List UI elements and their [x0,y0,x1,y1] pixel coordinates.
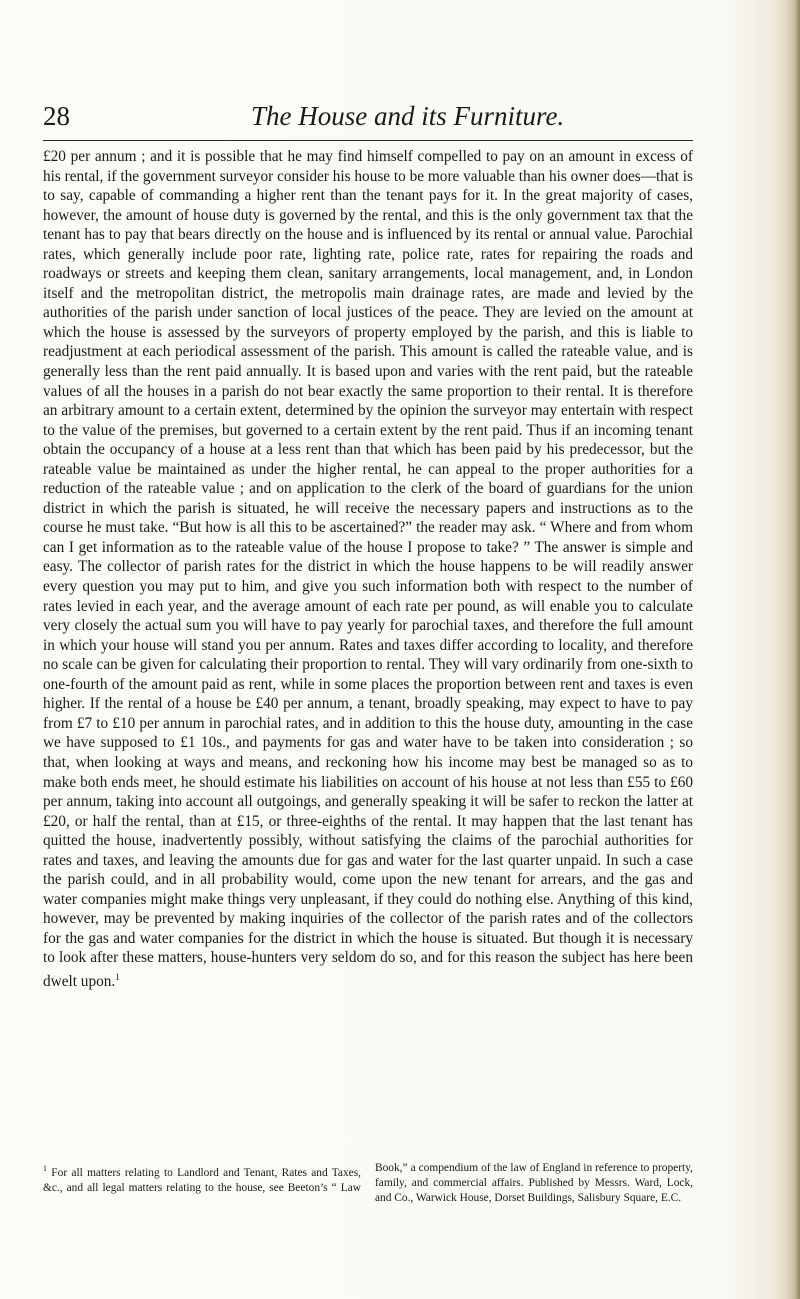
footnote-text: For all matters relating to Landlord and Tenant, Rates and Taxes, &c., and all legal matters relating to the house, see Beeton’s “ Law Book,” a compendium of the law of England in reference to property, family, and commercial affairs. Published by Messrs. Ward, Lock, and Co., Warwick House, Dorset Buildings, Salisbury Square, E.C. [43,1162,693,1204]
page-header [43,98,743,134]
footnote-marker: 1 [43,1164,47,1173]
footnote-reference: 1 [115,971,120,982]
body-text: £20 per annum ; and it is possible that he may find himself compelled to pay on an amount in excess of his rental, if the government surveyor consider his house to be more valuable than his owner does—that is to say, capable of commanding a higher rent than the tenant pays for it. In the great majority of cases, however, the amount of house duty is governed by the rental, and this is the only government tax that the tenant has to pay that bears directly on the house and is influenced by its rental or annual value. Parochial rates, which generally include poor rate, lighting rate, police rate, rates for repairing the roads and roadways or streets and keeping them clean, sanitary arrangements, local management, and, in London itself and the metropolitan district, the metropolis main drainage rates, are made and levied by the authorities of the parish under sanction of local justices of the peace. They are levied on the amount at which the house is assessed by the surveyors of property employed by the parish, and this is liable to readjustment at each periodical assessment of the parish. This amount is called the rateable value, and is generally less than the rent paid annually. It is based upon and varies with the rent paid, but the rateable values of all the houses in a parish do not bear exactly the same proportion to their rental. It is therefore an arbitrary amount to a certain extent, determined by the opinion the surveyor may entertain with respect to the value of the premises, but governed to a certain extent by the rent paid. Thus if an incoming tenant obtain the occupancy of a house at a less rent than that which has been paid by his predecessor, but the rateable value be maintained as under the higher rental, he can appeal to the proper authorities for a reduction of the rateable value ; and on application to the clerk of the board of guardians for the union district in which the parish is situated, he will receive the necessary papers and instructions as to the course he must take. “But how is all this to be ascertained?” the reader may ask. “ Where and from whom can I get information as to the rateable value of the house I propose to take? ” The answer is simple and easy. The collector of parish rates for the district in which the house happens to be will readily answer every question you may put to him, and give you such information both with respect to the number of rates levied in each year, and the average amount of each rate per pound, as will enable you to calculate very closely the actual sum you will have to pay yearly for parochial taxes, and therefore the full amount in which your house will stand you per annum. Rates and taxes differ according to locality, and therefore no scale can be given for calculating their proportion to rental. They will vary ordinarily from one-sixth to one-fourth of the amount paid as rent, while in some places the proportion between rent and taxes is even higher. If the rental of a house be £40 per annum, a tenant, broadly speaking, may expect to have to pay from £7 to £10 per annum in parochial rates, and in addition to this the house duty, amounting in the case we have supposed to £1 10s., and payments for gas and water have to be taken into consideration ; so that, when looking at ways and means, and reckoning how his income may best be managed so as to make both ends meet, he should estimate his liabilities on account of his house at not less than £55 to £60 per annum, taking into account all outgoings, and generally speaking it will be safer to reckon the latter at £20, or half the rental, than at £15, or three-eighths of the rental. It may happen that the last tenant has quitted the house, inadvertently possibly, without satisfying the claims of the parochial authorities for rates and taxes, and leaving the amounts due for gas and water for the last quarter unpaid. In such a case the parish could, and in all probability would, come upon the new tenant for arrears, and the gas and water companies might make things very unpleasant, if they could do nothing else. Anything of this kind, however, may be prevented by making inquiries of the collector of the parish rates and of the collectors for the gas and water companies for the district in which the house is situated. But though it is necessary to look after these matters, house-hunters very seldom do so, and for this reason the subject has here been dwelt upon. [43,148,693,991]
footnote [43,1161,693,1206]
page-number: 28 [43,101,70,131]
body-paragraph [43,147,693,992]
running-head: The House and its Furniture. [251,101,565,131]
page-edge-shadow [774,0,800,1299]
header-rule [43,140,693,141]
